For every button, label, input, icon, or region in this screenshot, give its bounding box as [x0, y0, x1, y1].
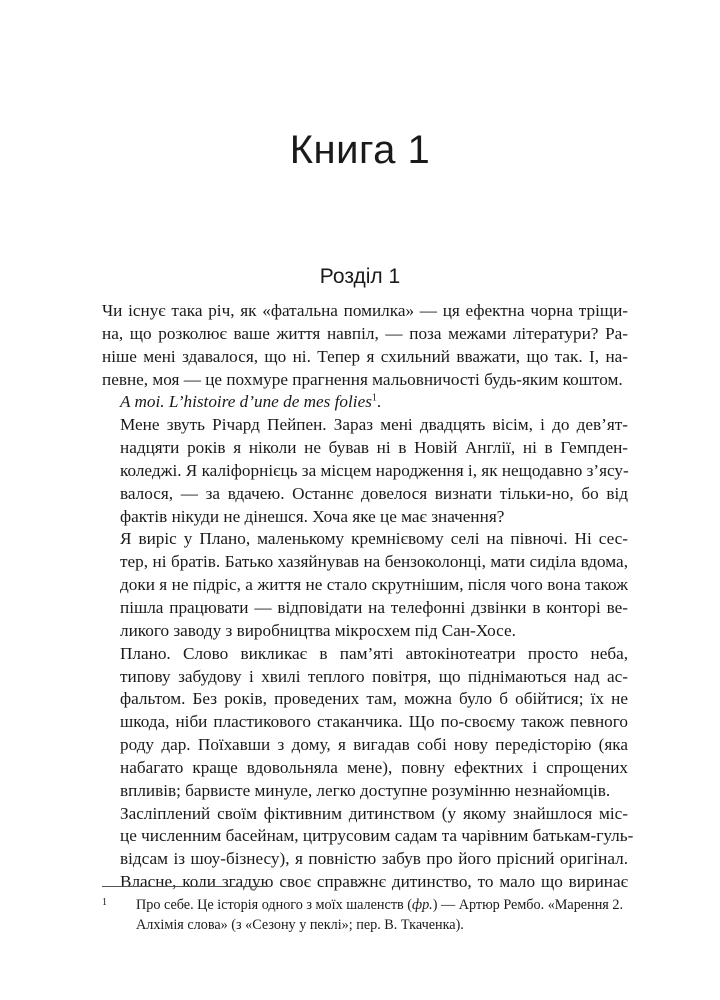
- footnote-language-abbr: фр.: [412, 897, 433, 913]
- text-line: Мене звуть Річард Пейпен. Зараз мені двадцять вісім, і до дев’ят-: [120, 415, 628, 435]
- text-line: це численним басейнам, цитрусовим садам та чарівним батькам-гуль-: [120, 826, 634, 846]
- text-line: впливів; барвисте минуле, легко доступне розумінню незнайомців.: [120, 780, 611, 800]
- paragraph-2: [102, 414, 628, 528]
- text-line: фальтом. Без років, проведених там, можна було б обійтися; їх не: [120, 689, 628, 709]
- text-line: коледжі. Я каліфорнієць за місцем народження і, як нещодавно з’ясу-: [120, 460, 629, 480]
- footnote-line: Про себе. Це історія одного з моїх шаленств (фр.) — Артюр Рембо. «Марення 2.: [136, 897, 623, 913]
- text-line: пішла працювати — відповідати на телефонні дзвінки в конторі ве-: [120, 597, 628, 617]
- text-line: Плано. Слово викликає в пам’яті автокінотеатри просто неба,: [120, 643, 628, 663]
- text-line: надцяти років я ніколи не бував ні в Новій Англії, ні в Гемпден-: [120, 438, 628, 458]
- body-text: [102, 300, 634, 894]
- paragraph-5: [102, 803, 634, 894]
- footnote-divider: [102, 886, 267, 887]
- paragraph-epigraph: [102, 391, 628, 414]
- text-line: тер, ні братів. Батько хазяйнував на бензоколонці, мати сиділа вдома,: [120, 552, 628, 572]
- text-line: ніше мені здавалося, що ні. Тепер я схильний вважати, що так. I, на-: [102, 346, 628, 366]
- book-title: Книга 1: [289, 128, 431, 172]
- text-line: доки я не підріс, а життя не стало скрутнішим, після чого вона також: [120, 575, 628, 595]
- text-line: відсам із шоу-бізнесу), я повністю забув про його прісний оригінал.: [120, 849, 628, 869]
- footnote: [102, 895, 628, 935]
- paragraph-4: [102, 643, 628, 803]
- footnote-line: Алхімія слова» (з «Сезону у пеклі»; пер. В. Ткаченка).: [136, 917, 464, 933]
- text-line: на, що розколює ваше життя навпіл, — поза межами літератури? Ра-: [102, 323, 628, 343]
- text-line: валося, — за вдачею. Останнє довелося визнати тільки-но, бо від: [120, 483, 628, 503]
- text-line: Засліплений своїм фіктивним дитинством (у якому знайшлося міс-: [120, 803, 628, 823]
- footnote-mark: 1: [102, 897, 107, 908]
- text-line: певне, моя — це похмуре прагнення мальовничості будь-яким коштом.: [102, 369, 623, 389]
- paragraph-3: [102, 528, 628, 642]
- text-line: ликого заводу з виробництва мікросхем під Сан-Хосе.: [120, 620, 516, 640]
- text-line: набагато краще вдовольняла мене), повну ефектних і спрощених: [120, 757, 628, 777]
- footnote-ref[interactable]: 1: [371, 392, 377, 404]
- text-line: фактів нікуди не дінешся. Хоча яке це має значення?: [120, 506, 505, 526]
- epigraph-end: .: [376, 392, 382, 412]
- epigraph-line: [102, 391, 628, 414]
- text-line: Я виріс у Плано, маленькому кремнієвому селі на півночі. Ні сес-: [120, 529, 628, 549]
- footnote-body: [136, 895, 628, 935]
- text-line: типову забудову і хвилі теплого повітря, що піднімаються над ас-: [120, 666, 628, 686]
- epigraph-italic: A moi. L’histoire d’une de mes folies: [120, 392, 372, 412]
- text-line: шкода, ніби пластикового стаканчика. Що по-своєму також певного: [120, 712, 628, 732]
- text-line: Власне, коли згадую своє справжнє дитинство, то мало що виринає: [120, 872, 628, 892]
- text-line: Чи існує така річ, як «фатальна помилка» — ця ефектна чорна трiщи-: [102, 301, 628, 320]
- chapter-title: Розділ 1: [319, 265, 401, 288]
- text-line: роду дар. Поїхавши з дому, я вигадав собі нову передісторію (яка: [120, 735, 628, 755]
- paragraph-1: [102, 300, 628, 391]
